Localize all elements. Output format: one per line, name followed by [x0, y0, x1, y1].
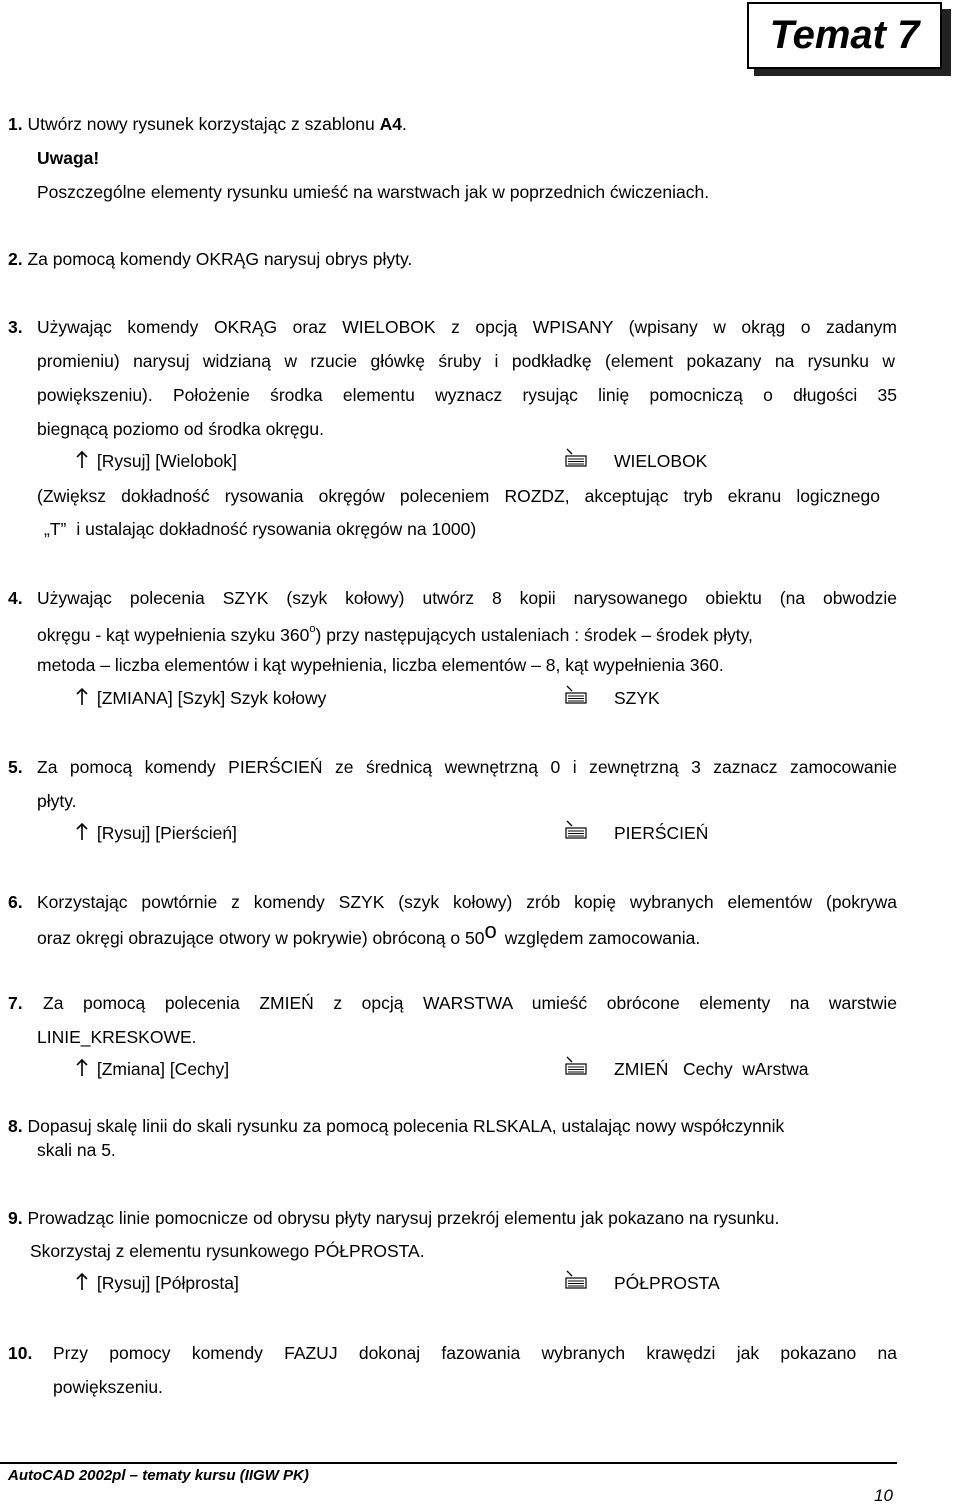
command-name: WIELOBOK — [614, 451, 708, 471]
footer-divider — [0, 1462, 897, 1464]
item-text: Utwórz nowy rysunek korzystając z szablonu — [22, 114, 380, 134]
item-text: Za pomocą komendy OKRĄG narysuj obrys płyty. — [22, 249, 413, 269]
item-4-line-2b: ) przy następujących ustaleniach : środek – środek płyty, — [315, 624, 753, 645]
up-arrow-icon — [76, 822, 88, 842]
item-3-line-1: Używając komendy OKRĄG oraz WIELOBOK z opcją WPISANY (wpisany w okrąg o zadanym — [37, 317, 897, 337]
note-text: Poszczególne elementy rysunku umieść na warstwach jak w poprzednich ćwiczeniach. — [37, 182, 710, 202]
footer-course-title: AutoCAD 2002pl – tematy kursu (IIGW PK) — [8, 1467, 309, 1484]
up-arrow-icon — [76, 1058, 88, 1078]
command-name: PIERŚCIEŃ — [614, 823, 709, 843]
item-10-line-2: powiększeniu. — [53, 1377, 163, 1397]
item-3-line-3: powiększeniu). Położenie środka elementu wyznacz rysując linię pomocniczą o długości 35 — [37, 385, 897, 405]
menu-path-text: [Zmiana] [Cechy] — [96, 1059, 230, 1079]
item-6-line-1: Korzystając powtórnie z komendy SZYK (szyk kołowy) zrób kopię wybranych elementów (pokrywa — [37, 892, 897, 912]
item-3-line-2: promieniu) narysuj widzianą w rzucie główkę śruby i podkładkę (element pokazany na rysunku w — [37, 351, 895, 371]
item-number: 1. — [8, 114, 23, 134]
item-5-line-2: płyty. — [37, 791, 77, 811]
item-3-note-2-text: i ustalając dokładność rysowania okręgów na 1000) — [76, 519, 477, 539]
item-number — [8, 756, 23, 778]
item-5-line-1: Za pomocą komendy PIERŚCIEŃ ze średnicą wewnętrzną 0 i zewnętrzną 3 zaznacz zamocowanie — [37, 757, 897, 777]
quote-t: „T” — [44, 519, 67, 539]
item-number — [8, 587, 23, 609]
item-bold: A4 — [379, 114, 402, 134]
menu-path — [76, 1058, 229, 1080]
item-4-line-1: Używając polecenia SZYK (szyk kołowy) utwórz 8 kopii narysowanego obiektu (na obwodzie — [37, 588, 897, 608]
command-name: PÓŁPROSTA — [614, 1273, 720, 1293]
item-6-line-2b: względem zamocowania. — [504, 928, 701, 948]
menu-path-text: [Rysuj] [Półprosta] — [96, 1273, 239, 1293]
item-3-line-4: biegnącą poziomo od środka okręgu. — [37, 419, 324, 439]
keyboard-icon — [565, 819, 587, 841]
menu-path-text: [Rysuj] [Wielobok] — [96, 451, 237, 471]
menu-path-text: [ZMIANA] [Szyk] Szyk kołowy — [96, 688, 327, 708]
item-3-number: 3. — [8, 317, 23, 337]
item-5-number: 5. — [8, 757, 23, 777]
item-number — [8, 1342, 32, 1364]
title-box — [747, 2, 942, 69]
item-6-line-2a: oraz okręgi obrazujące otwory w pokrywie) obróconą o 50 — [37, 928, 485, 948]
item-1 — [8, 113, 407, 135]
item-7-number: 7. — [8, 993, 23, 1013]
item-10-line-1: Przy pomocy komendy FAZUJ dokonaj fazowania wybranych krawędzi jak pokazano na — [53, 1343, 897, 1363]
item-end: . — [401, 114, 407, 134]
menu-path — [76, 687, 326, 709]
up-arrow-icon — [76, 687, 88, 707]
keyboard-icon — [565, 447, 587, 469]
menu-path-text: [Rysuj] [Pierścień] — [96, 823, 237, 843]
keyboard-icon — [565, 684, 587, 706]
item-number — [8, 316, 23, 338]
item-6-line-2 — [37, 918, 701, 949]
item-3-note-2 — [44, 518, 476, 540]
command-name: SZYK — [614, 688, 660, 708]
keyboard-icon — [565, 1269, 587, 1291]
item-4-line-3: metoda – liczba elementów i kąt wypełnienia, liczba elementów – 8, kąt wypełnienia 360. — [37, 655, 724, 675]
item-8-text: Dopasuj skalę linii do skali rysunku za pomocą polecenia RLSKALA, ustalając nowy współczynnik — [22, 1116, 785, 1136]
degree-superscript: o — [484, 918, 497, 943]
up-arrow-icon — [76, 450, 88, 470]
menu-path — [76, 1272, 239, 1294]
item-2 — [8, 248, 412, 270]
page-number: 10 — [874, 1486, 893, 1505]
item-9-number: 9. — [8, 1208, 23, 1228]
item-9-line-1 — [8, 1207, 779, 1229]
item-number — [8, 992, 23, 1014]
degree-superscript: o — [309, 623, 316, 635]
item-7-line-1: Za pomocą polecenia ZMIEŃ z opcją WARSTWA umieść obrócone elementy na warstwie — [43, 993, 897, 1013]
up-arrow-icon — [76, 1272, 88, 1292]
note-title — [37, 147, 99, 169]
item-4-line-2 — [37, 620, 897, 646]
menu-path — [76, 450, 237, 472]
item-8-number: 8. — [8, 1116, 23, 1136]
item-4-line-2a: okręgu - kąt wypełnienia szyku 360 — [37, 624, 310, 645]
item-4-number: 4. — [8, 588, 23, 608]
item-8-line-1 — [8, 1115, 784, 1137]
item-7-line-2: LINIE_KRESKOWE. — [37, 1027, 197, 1047]
item-10-number: 10. — [8, 1343, 33, 1363]
item-3-note-1: (Zwiększ dokładność rysowania okręgów poleceniem ROZDZ, akceptując tryb ekranu logicznego — [37, 486, 880, 506]
menu-path — [76, 822, 237, 844]
note-title-text: Uwaga! — [37, 148, 100, 168]
page-title: Temat 7 — [769, 13, 920, 57]
item-number: 2. — [8, 249, 23, 269]
item-9-line-2: Skorzystaj z elementu rysunkowego PÓŁPROSTA. — [30, 1241, 425, 1261]
item-8-line-2: skali na 5. — [37, 1140, 116, 1160]
item-6-number: 6. — [8, 892, 23, 912]
command-name: ZMIEŃ Cechy wArstwa — [614, 1059, 809, 1079]
keyboard-icon — [565, 1055, 587, 1077]
item-9-text: Prowadząc linie pomocnicze od obrysu płyty narysuj przekrój elementu jak pokazano na rysunku. — [22, 1208, 780, 1228]
item-number — [8, 891, 23, 913]
